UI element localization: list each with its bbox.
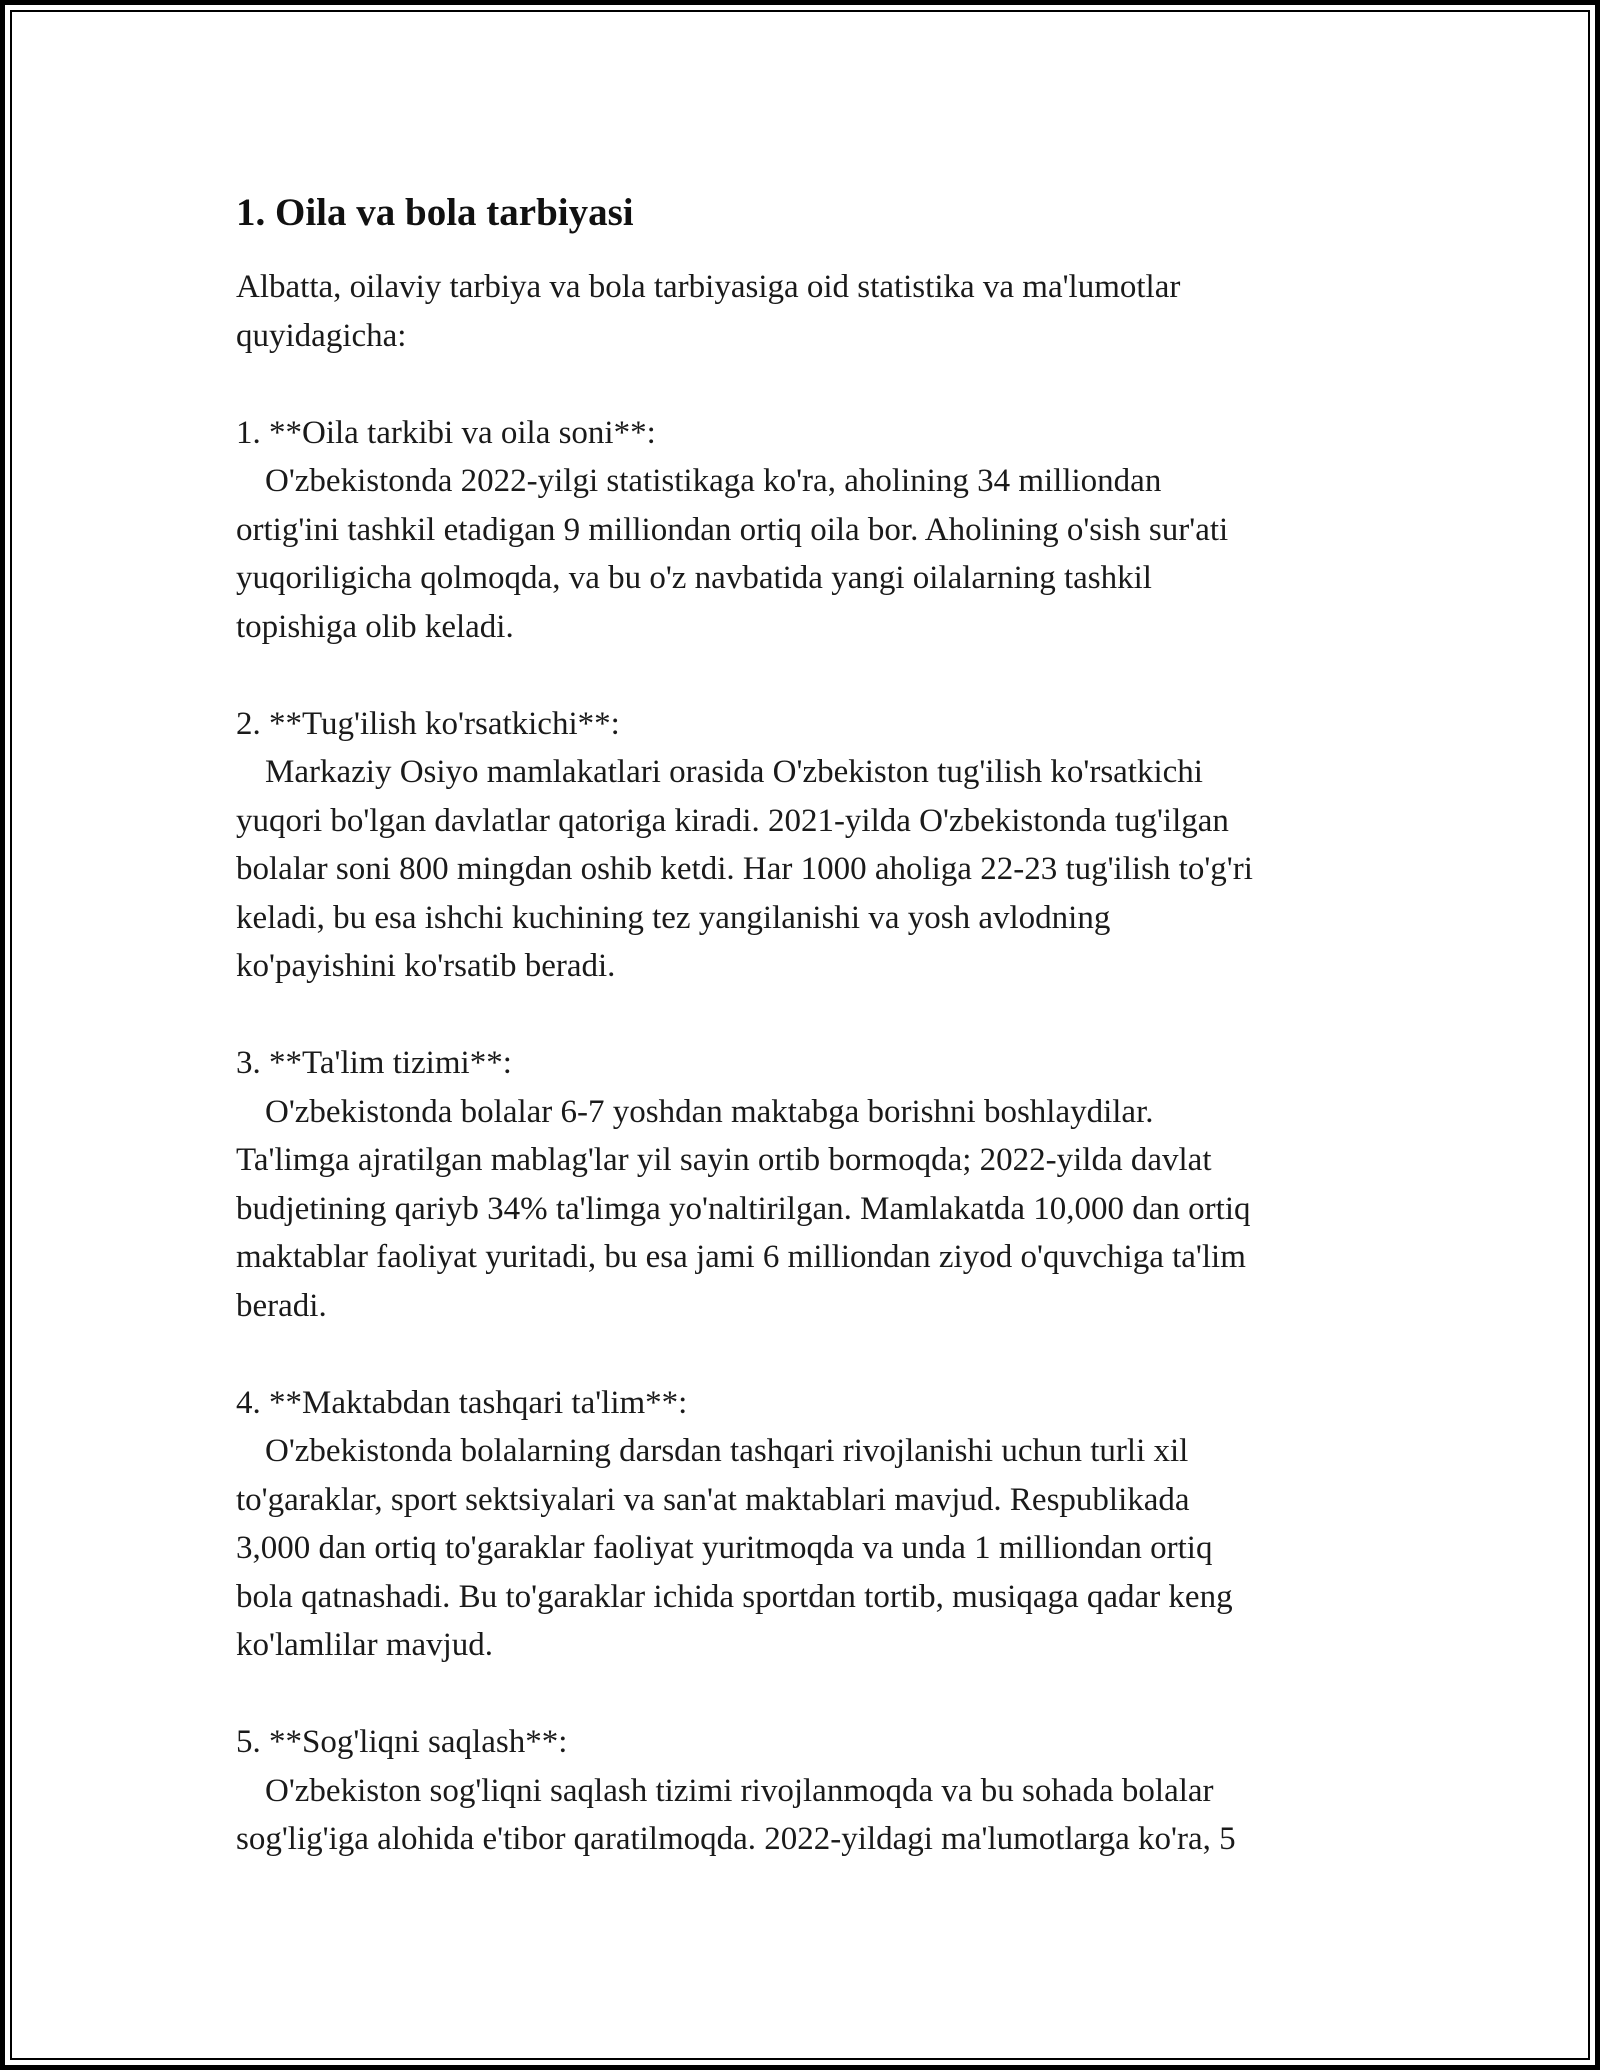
section-line: ortig'ini tashkil etadigan 9 milliondan ortiq oila bor. Aholining o'sish sur'ati: [236, 511, 1229, 548]
section-line: Ta'limga ajratilgan mablag'lar yil sayin ortib bormoqda; 2022-yilda davlat: [236, 1142, 1212, 1178]
document-body: [236, 185, 1376, 1912]
intro-line: Albatta, oilaviy tarbiya va bola tarbiyasiga oid statistika va ma'lumotlar: [236, 269, 1181, 305]
section-line: ko'payishini ko'rsatib beradi.: [236, 948, 616, 984]
section-healthcare: [236, 1718, 1376, 1864]
section-heading: 3. **Ta'lim tizimi**:: [236, 1045, 512, 1081]
section-heading: 2. **Tug'ilish ko'rsatkichi**:: [236, 705, 620, 742]
section-line: beradi.: [236, 1287, 327, 1324]
section-line: budjetining qariyb 34% ta'limga yo'naltirilgan. Mamlakatda 10,000 dan ortiq: [236, 1190, 1251, 1227]
section-extracurricular: [236, 1379, 1376, 1670]
section-line: O'zbekistonda 2022-yilgi statistikaga ko'ra, aholining 34 milliondan: [265, 463, 1162, 499]
intro-line: quyidagicha:: [236, 317, 407, 354]
section-line: Markaziy Osiyo mamlakatlari orasida O'zbekiston tug'ilish ko'rsatkichi: [265, 754, 1203, 790]
section-line: O'zbekistonda bolalar 6-7 yoshdan maktabga borishni boshlaydilar.: [265, 1093, 1154, 1130]
section-heading: 1. **Oila tarkibi va oila soni**:: [236, 414, 656, 451]
section-line: to'garaklar, sport sektsiyalari va san'at maktablari mavjud. Respublikada: [236, 1481, 1190, 1518]
section-line: O'zbekiston sog'liqni saqlash tizimi rivojlanmoqda va bu sohada bolalar: [265, 1772, 1214, 1809]
intro-paragraph: [236, 263, 1376, 360]
section-line: ko'lamlilar mavjud.: [236, 1627, 494, 1663]
section-line: yuqoriligicha qolmoqda, va bu o'z navbatida yangi oilalarning tashkil: [236, 560, 1152, 596]
section-line: maktablar faoliyat yuritadi, bu esa jami 6 milliondan ziyod o'quvchiga ta'lim: [236, 1239, 1246, 1275]
section-line: O'zbekistonda bolalarning darsdan tashqari rivojlanishi uchun turli xil: [265, 1433, 1189, 1469]
section-line: bola qatnashadi. Bu to'garaklar ichida sportdan tortib, musiqaga qadar keng: [236, 1578, 1233, 1615]
section-line: sog'lig'iga alohida e'tibor qaratilmoqda. 2022-yildagi ma'lumotlarga ko'ra, 5: [236, 1821, 1236, 1857]
section-heading: 5. **Sog'liqni saqlash**:: [236, 1724, 568, 1760]
page-title: 1. Oila va bola tarbiyasi: [236, 191, 634, 234]
section-line: keladi, bu esa ishchi kuchining tez yangilanishi va yosh avlodning: [236, 899, 1111, 936]
section-heading: 4. **Maktabdan tashqari ta'lim**:: [236, 1384, 688, 1421]
section-education-system: [236, 1039, 1376, 1330]
section-line: bolalar soni 800 mingdan oshib ketdi. Har 1000 aholiga 22-23 tug'ilish to'g'ri: [236, 851, 1253, 887]
section-line: yuqori bo'lgan davlatlar qatoriga kiradi. 2021-yilda O'zbekistonda tug'ilgan: [236, 802, 1229, 839]
section-line: 3,000 dan ortiq to'garaklar faoliyat yuritmoqda va unda 1 milliondan ortiq: [236, 1530, 1213, 1566]
section-family-composition: [236, 409, 1376, 652]
section-birth-rate: [236, 700, 1376, 991]
section-line: topishiga olib keladi.: [236, 608, 514, 645]
